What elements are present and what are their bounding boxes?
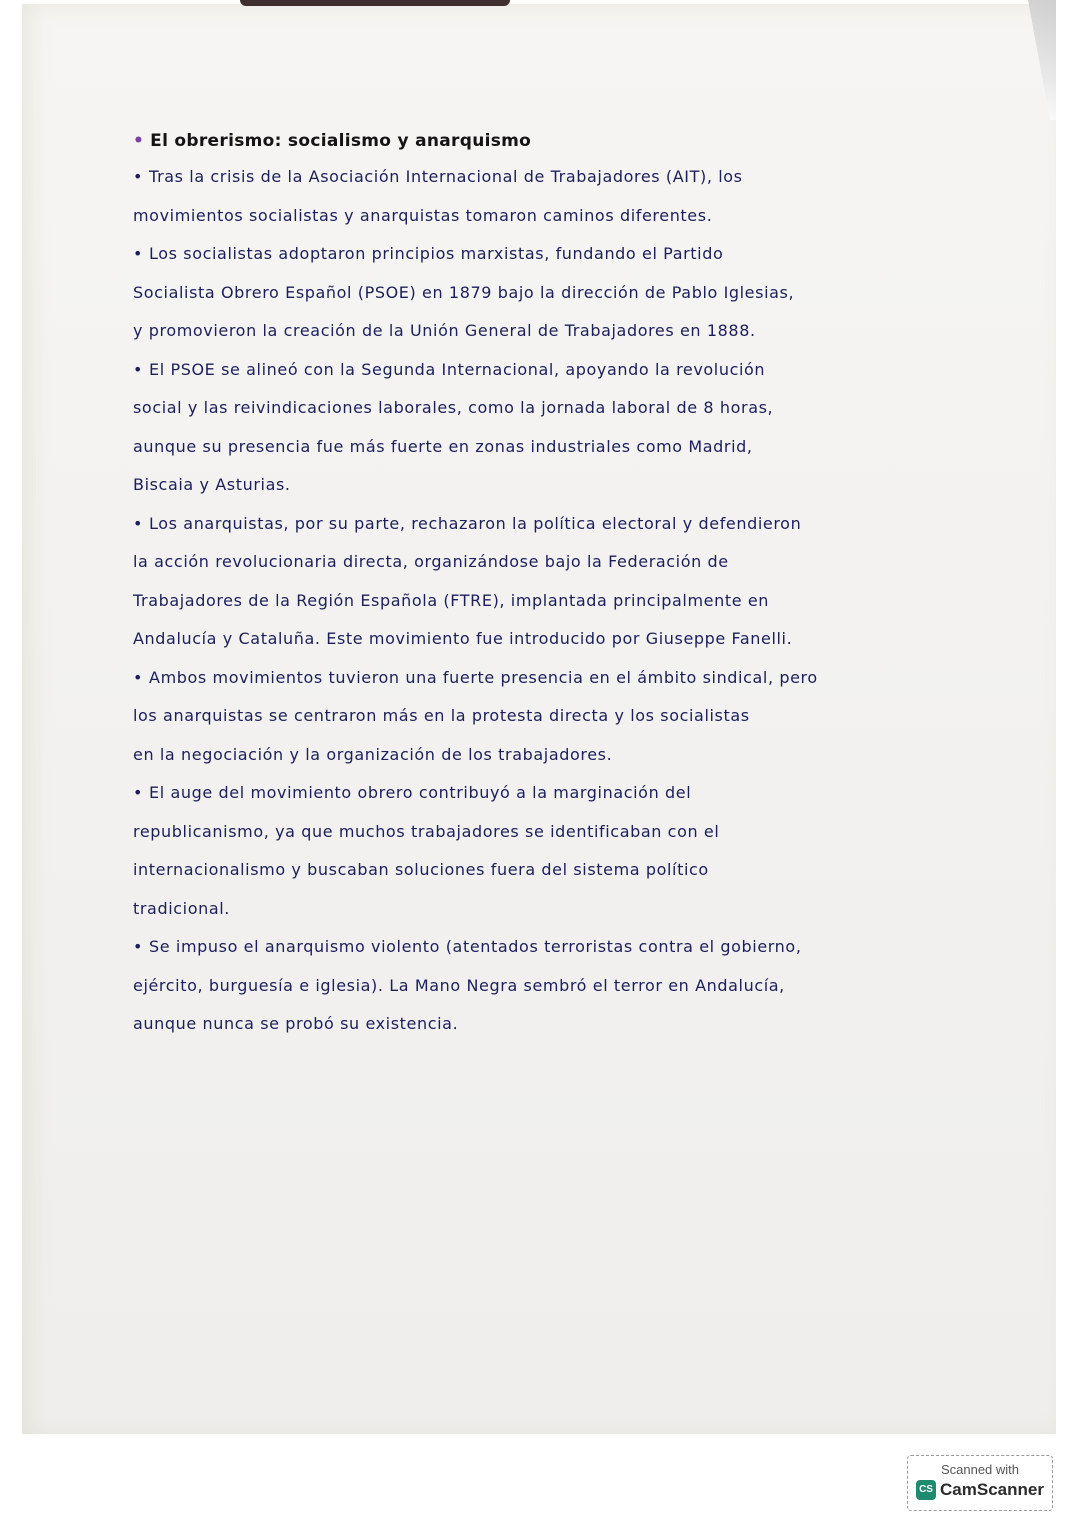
line-text: la acción revolucionaria directa, organizándose bajo la Federación de (133, 552, 729, 571)
paragraph (133, 505, 1003, 659)
line-text: internacionalismo y buscaban soluciones fuera del sistema político (133, 860, 709, 879)
line-text: Los socialistas adoptaron principios marxistas, fundando el Partido (149, 244, 724, 263)
top-edge-shadow (240, 0, 510, 6)
line-text: republicanismo, ya que muchos trabajadores se identificaban con el (133, 821, 720, 841)
paragraph (133, 158, 1003, 235)
paragraph (133, 774, 1003, 928)
line-text: Andalucía y Cataluña. Este movimiento fue introducido por Giuseppe Fanelli. (133, 629, 793, 648)
line-text: Ambos movimientos tuvieron una fuerte presencia en el ámbito sindical, pero (149, 667, 818, 687)
line-text: y promovieron la creación de la Unión General de Trabajadores en 1888. (133, 321, 756, 340)
line-text: El auge del movimiento obrero contribuyó a la marginación del (149, 783, 692, 802)
line-text: Socialista Obrero Español (PSOE) en 1879 bajo la dirección de Pablo Iglesias, (133, 282, 795, 302)
line-text: ejército, burguesía e iglesia). La Mano Negra sembró el terror en Andalucía, (133, 975, 785, 995)
paragraph (133, 659, 1003, 775)
bullet-icon: • (133, 667, 144, 687)
bullet-icon: • (133, 131, 145, 151)
line-text: social y las reivindicaciones laborales, como la jornada laboral de 8 horas, (133, 398, 774, 417)
bullet-icon: • (133, 167, 144, 186)
line-text: Se impuso el anarquismo violento (atentados terroristas contra el gobierno, (149, 937, 802, 956)
bullet-icon: • (133, 783, 144, 802)
bullet-icon: • (133, 244, 144, 263)
paragraph (133, 235, 1003, 351)
watermark-brand: CamScanner (940, 1480, 1044, 1499)
line-text: movimientos socialistas y anarquistas tomaron caminos diferentes. (133, 205, 713, 225)
bullet-icon: • (133, 359, 144, 379)
line-text: El PSOE se alineó con la Segunda Internacional, apoyando la revolución (149, 359, 766, 379)
bullet-icon: • (133, 513, 144, 533)
line-text: en la negociación y la organización de los trabajadores. (133, 744, 613, 764)
line-text: tradicional. (133, 898, 230, 918)
camscanner-logo-icon: CS (916, 1480, 936, 1500)
line-text: Los anarquistas, por su parte, rechazaron la política electoral y defendieron (149, 513, 802, 533)
camscanner-watermark (907, 1455, 1053, 1511)
line-text: Trabajadores de la Región Española (FTRE), implantada principalmente en (133, 590, 770, 610)
line-text: Tras la crisis de la Asociación Internacional de Trabajadores (AIT), los (149, 167, 743, 186)
bullet-icon: • (133, 937, 144, 956)
paragraph (133, 351, 1003, 505)
line-text: aunque su presencia fue más fuerte en zonas industriales como Madrid, (133, 436, 753, 456)
line-text: Biscaia y Asturias. (133, 475, 291, 494)
handwritten-notes (133, 124, 1003, 1044)
watermark-caption: Scanned with (940, 1462, 1020, 1477)
line-text: aunque nunca se probó su existencia. (133, 1014, 459, 1033)
line-text: los anarquistas se centraron más en la protesta directa y los socialistas (133, 706, 750, 725)
notes-heading (133, 124, 1003, 158)
paragraph (133, 928, 1003, 1044)
heading-text: El obrerismo: socialismo y anarquismo (150, 131, 532, 151)
